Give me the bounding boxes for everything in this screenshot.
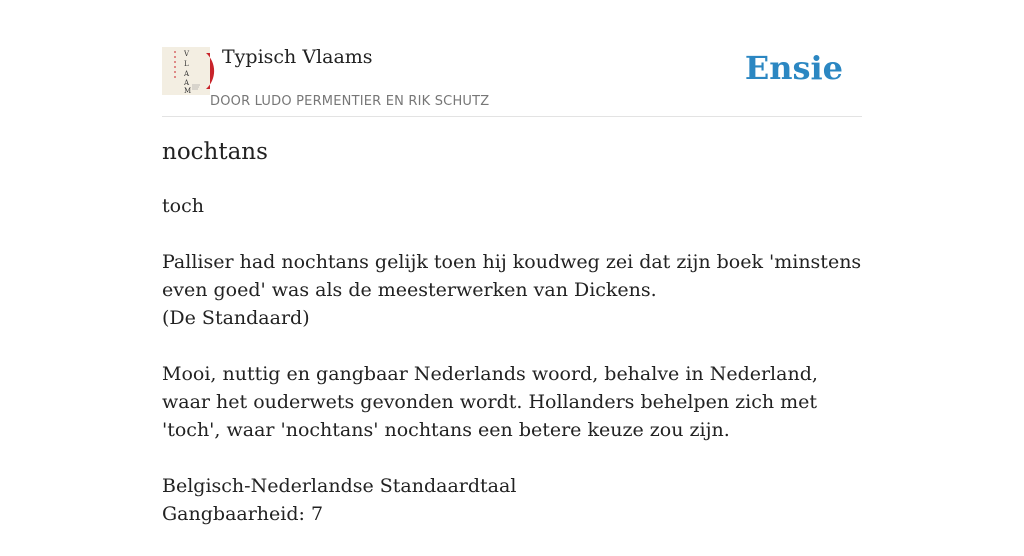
entry-meta <box>162 472 862 528</box>
source-avatar[interactable] <box>162 47 210 95</box>
avatar-letter: M <box>184 87 192 95</box>
avatar-letter: A <box>184 79 190 87</box>
avatar-letter: V <box>184 50 190 58</box>
entry-category: Belgisch-Nederlandse Standaardtaal <box>162 475 517 497</box>
source-authors: DOOR LUDO PERMENTIER EN RIK SCHUTZ <box>210 94 490 109</box>
entry-usage: Gangbaarheid: 7 <box>162 503 324 525</box>
source-title[interactable]: Typisch Vlaams <box>222 46 373 68</box>
entry-term: nochtans <box>162 139 268 165</box>
entry-example <box>162 248 862 332</box>
entry-note: Mooi, nuttig en gangbaar Nederlands woord, behalve in Nederland, waar het ouderwets gevonden wordt. Hollanders behelpen zich met 'toch', waar 'nochtans' nochtans een betere keuze zou zijn. <box>162 363 818 441</box>
entry-content <box>162 192 862 556</box>
source-header <box>162 44 862 117</box>
example-text: Palliser had nochtans gelijk toen hij koudweg zei dat zijn boek 'minstens even goed' was als de meesterwerken van Dickens. <box>162 251 862 301</box>
book-cover-icon <box>162 47 210 95</box>
ensie-logo-link[interactable]: Ensie <box>744 49 843 87</box>
example-source: (De Standaard) <box>162 307 310 329</box>
entry-definition: toch <box>162 195 204 217</box>
avatar-letter: A <box>184 70 190 78</box>
avatar-letter: L <box>184 60 189 68</box>
